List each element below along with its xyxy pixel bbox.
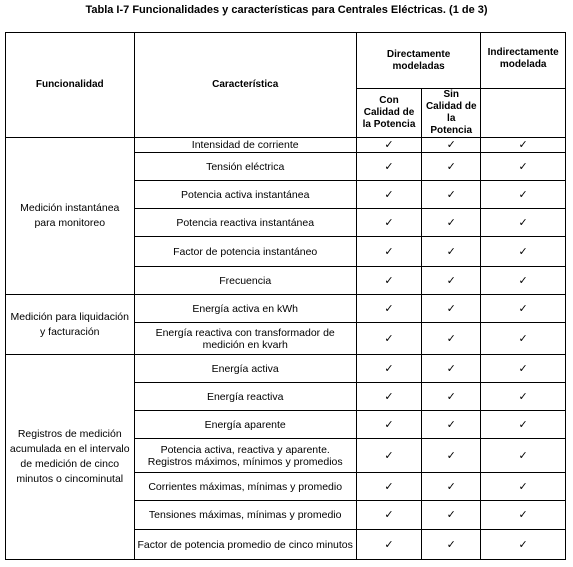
check-icon-indirecta: ✓: [481, 473, 566, 501]
header-indirect-blank: [481, 89, 566, 138]
header-funcionalidad: Funcionalidad: [6, 33, 135, 138]
check-icon-sin-calidad: ✓: [422, 501, 481, 530]
check-icon-con-calidad: ✓: [356, 209, 421, 237]
header-con-calidad: Con Calidad de la Potencia: [356, 89, 421, 138]
check-icon-con-calidad: ✓: [356, 138, 421, 153]
check-icon-con-calidad: ✓: [356, 530, 421, 560]
caracteristica-cell: Factor de potencia promedio de cinco minutos: [134, 530, 356, 560]
funcionalidad-cell: Registros de medición acumulada en el intervalo de medición de cinco minutos o cincominutal: [6, 355, 135, 560]
check-icon-sin-calidad: ✓: [422, 153, 481, 181]
caracteristica-cell: Potencia reactiva instantánea: [134, 209, 356, 237]
check-icon-sin-calidad: ✓: [422, 323, 481, 355]
check-icon-con-calidad: ✓: [356, 181, 421, 209]
check-icon-indirecta: ✓: [481, 209, 566, 237]
check-icon-con-calidad: ✓: [356, 237, 421, 267]
caracteristica-cell: Potencia activa instantánea: [134, 181, 356, 209]
caracteristica-cell: Potencia activa, reactiva y aparente. Registros máximos, mínimos y promedios: [134, 439, 356, 473]
caracteristica-cell: Energía activa: [134, 355, 356, 383]
check-icon-indirecta: ✓: [481, 323, 566, 355]
table-title: Tabla I-7 Funcionalidades y características para Centrales Eléctricas. (1 de 3): [85, 4, 488, 16]
check-icon-con-calidad: ✓: [356, 153, 421, 181]
check-icon-sin-calidad: ✓: [422, 355, 481, 383]
caracteristica-cell: Intensidad de corriente: [134, 138, 356, 153]
table-row: [6, 295, 566, 323]
check-icon-con-calidad: ✓: [356, 473, 421, 501]
check-icon-con-calidad: ✓: [356, 501, 421, 530]
caracteristica-cell: Tensión eléctrica: [134, 153, 356, 181]
table-row: [6, 138, 566, 153]
caracteristica-cell: Factor de potencia instantáneo: [134, 237, 356, 267]
caracteristica-cell: Corrientes máximas, mínimas y promedio: [134, 473, 356, 501]
caracteristica-cell: Energía reactiva con transformador de medición en kvarh: [134, 323, 356, 355]
table-body: [6, 138, 566, 560]
check-icon-indirecta: ✓: [481, 411, 566, 439]
check-icon-indirecta: ✓: [481, 439, 566, 473]
header-indirectamente-modelada: Indirectamente modelada: [481, 33, 566, 89]
check-icon-con-calidad: ✓: [356, 295, 421, 323]
table-row: [6, 355, 566, 383]
check-icon-indirecta: ✓: [481, 501, 566, 530]
check-icon-sin-calidad: ✓: [422, 209, 481, 237]
check-icon-con-calidad: ✓: [356, 355, 421, 383]
caracteristica-cell: Frecuencia: [134, 267, 356, 295]
check-icon-sin-calidad: ✓: [422, 411, 481, 439]
check-icon-sin-calidad: ✓: [422, 138, 481, 153]
check-icon-indirecta: ✓: [481, 355, 566, 383]
header-caracteristica: Característica: [134, 33, 356, 138]
check-icon-con-calidad: ✓: [356, 323, 421, 355]
check-icon-indirecta: ✓: [481, 153, 566, 181]
check-icon-indirecta: ✓: [481, 530, 566, 560]
caracteristica-cell: Tensiones máximas, mínimas y promedio: [134, 501, 356, 530]
header-directamente-modeladas: Directamente modeladas: [356, 33, 480, 89]
check-icon-con-calidad: ✓: [356, 383, 421, 411]
check-icon-con-calidad: ✓: [356, 411, 421, 439]
check-icon-indirecta: ✓: [481, 138, 566, 153]
funcionalidad-cell: Medición instantánea para monitoreo: [6, 138, 135, 295]
check-icon-indirecta: ✓: [481, 383, 566, 411]
check-icon-sin-calidad: ✓: [422, 530, 481, 560]
check-icon-con-calidad: ✓: [356, 439, 421, 473]
header-sin-calidad: Sin Calidad de la Potencia: [422, 89, 481, 138]
check-icon-indirecta: ✓: [481, 295, 566, 323]
caracteristica-cell: Energía aparente: [134, 411, 356, 439]
caracteristica-cell: Energía reactiva: [134, 383, 356, 411]
check-icon-indirecta: ✓: [481, 237, 566, 267]
check-icon-indirecta: ✓: [481, 181, 566, 209]
check-icon-sin-calidad: ✓: [422, 237, 481, 267]
check-icon-sin-calidad: ✓: [422, 473, 481, 501]
check-icon-indirecta: ✓: [481, 267, 566, 295]
check-icon-sin-calidad: ✓: [422, 181, 481, 209]
features-table: [5, 32, 566, 560]
check-icon-sin-calidad: ✓: [422, 295, 481, 323]
caracteristica-cell: Energía activa en kWh: [134, 295, 356, 323]
check-icon-sin-calidad: ✓: [422, 267, 481, 295]
check-icon-con-calidad: ✓: [356, 267, 421, 295]
check-icon-sin-calidad: ✓: [422, 439, 481, 473]
funcionalidad-cell: Medición para liquidación y facturación: [6, 295, 135, 355]
check-icon-sin-calidad: ✓: [422, 383, 481, 411]
